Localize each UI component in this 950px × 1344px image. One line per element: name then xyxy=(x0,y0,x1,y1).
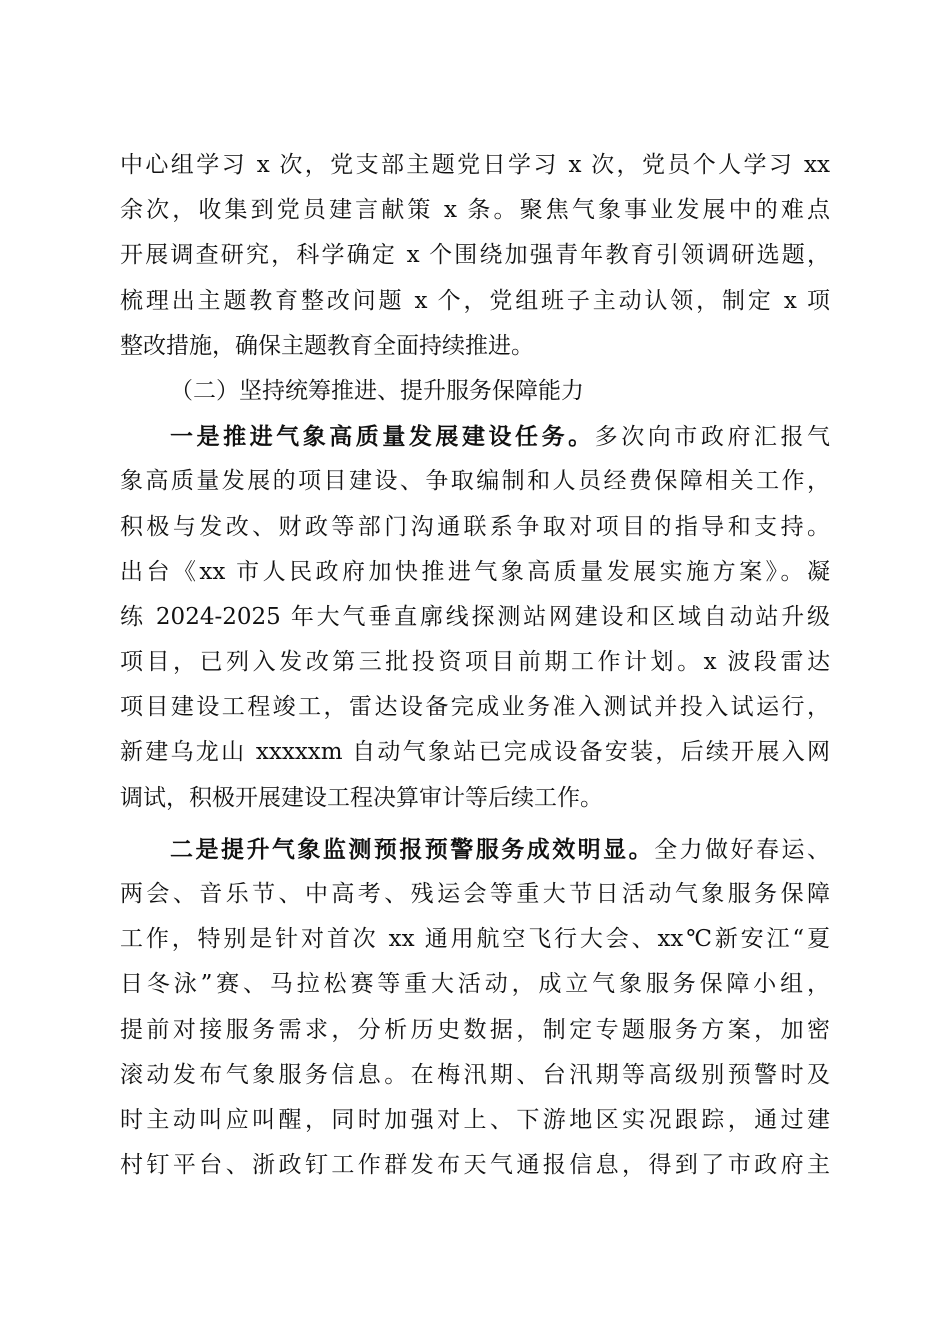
document-body xyxy=(120,143,830,1188)
text-line: 整改措施，确保主题教育全面持续推进。 xyxy=(120,332,534,359)
text-line: 村钉平台、浙政钉工作群发布天气通报信息，得到了市政府主 xyxy=(120,1152,830,1179)
text-line-first xyxy=(120,414,830,459)
section-heading: （二）坚持统筹推进、提升服务保障能力 xyxy=(170,377,584,404)
paragraph-lead-rest: 多次向市政府汇报气 xyxy=(594,424,830,451)
text-line: 梳理出主题教育整改问题 x 个，党组班子主动认领，制定 x 项 xyxy=(120,287,830,314)
text-line: 中心组学习 x 次，党支部主题党日学习 x 次，党员个人学习 xx xyxy=(120,152,830,178)
text-line: 工作，特别是针对首次 xx 通用航空飞行大会、xx℃新安江“夏 xyxy=(120,926,830,953)
text-line: 新建乌龙山 xxxxxm 自动气象站已完成设备安装，后续开展入网 xyxy=(120,739,830,766)
paragraph-item-two xyxy=(120,827,830,1189)
text-line: 开展调查研究，科学确定 x 个围绕加强青年教育引领调研选题， xyxy=(120,242,830,269)
text-line: 提前对接服务需求，分析历史数据，制定专题服务方案，加密 xyxy=(120,1016,830,1043)
paragraph-lead: 一是推进气象高质量发展建设任务。 xyxy=(170,423,595,451)
paragraph-study-summary xyxy=(120,143,830,369)
text-line: 日冬泳”赛、马拉松赛等重大活动，成立气象服务保障小组， xyxy=(120,971,830,998)
text-line: 调试，积极开展建设工程决算审计等后续工作。 xyxy=(120,784,603,811)
text-line: 练 2024-2025 年大气垂直廓线探测站网建设和区域自动站升级 xyxy=(120,603,830,630)
text-line: 出台《xx 市人民政府加快推进气象高质量发展实施方案》。凝 xyxy=(120,558,830,585)
text-line-first xyxy=(120,827,830,872)
text-line: 项目建设工程竣工，雷达设备完成业务准入测试并投入试运行， xyxy=(120,694,830,721)
paragraph-lead: 二是提升气象监测预报预警服务成效明显。 xyxy=(170,835,655,863)
text-line: 余次，收集到党员建言献策 x 条。聚焦气象事业发展中的难点 xyxy=(120,197,830,224)
text-line: 滚动发布气象服务信息。在梅汛期、台汛期等高级别预警时及 xyxy=(120,1061,830,1088)
text-line: 积极与发改、财政等部门沟通联系争取对项目的指导和支持。 xyxy=(120,513,830,540)
text-line: 象高质量发展的项目建设、争取编制和人员经费保障相关工作， xyxy=(120,468,830,495)
text-line: 项目，已列入发改第三批投资项目前期工作计划。x 波段雷达 xyxy=(120,649,830,676)
text-line: 两会、音乐节、中高考、残运会等重大节日活动气象服务保障 xyxy=(120,881,830,907)
text-line: 时主动叫应叫醒，同时加强对上、下游地区实况跟踪，通过建 xyxy=(120,1106,830,1133)
paragraph-lead-rest: 全力做好春运、 xyxy=(654,836,830,863)
paragraph-item-one xyxy=(120,414,830,821)
